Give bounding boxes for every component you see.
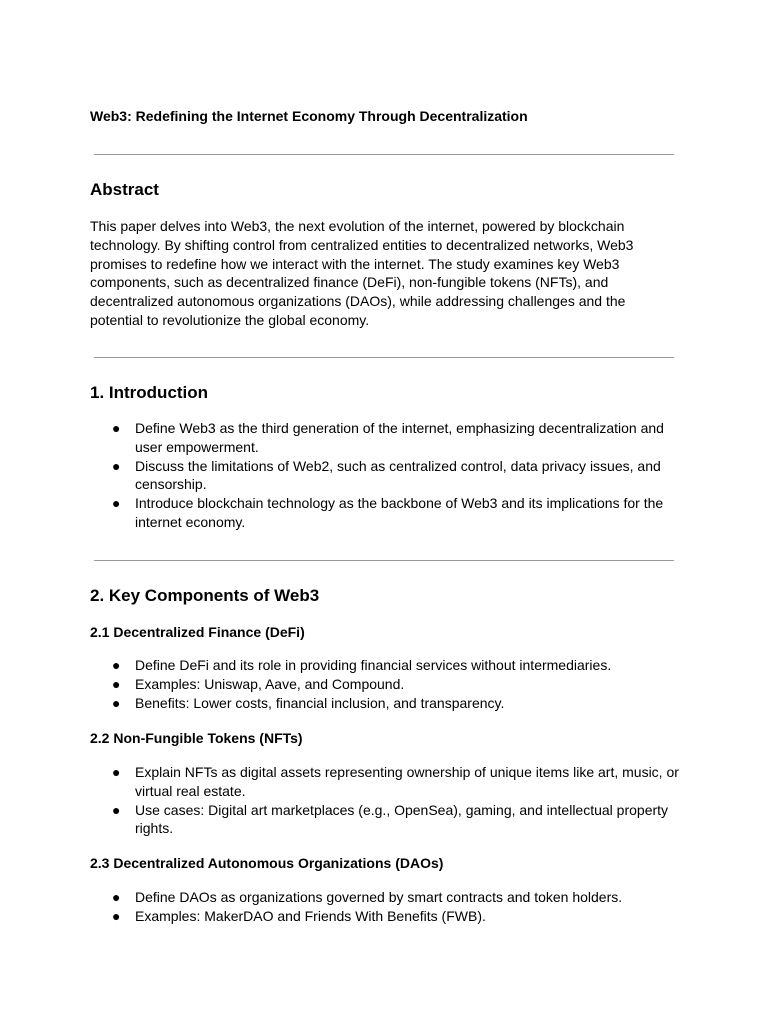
list-item xyxy=(90,457,680,495)
introduction-heading: 1. Introduction xyxy=(90,383,209,402)
list-item-text: Introduce blockchain technology as the backbone of Web3 and its implications for the internet economy. xyxy=(135,495,664,530)
bullet-icon: ● xyxy=(112,495,121,512)
dao-subheading: 2.3 Decentralized Autonomous Organizations (DAOs) xyxy=(90,855,444,871)
list-item-text: Examples: Uniswap, Aave, and Compound. xyxy=(135,675,405,692)
list-item-text: Define Web3 as the third generation of the internet, emphasizing decentralization and user empowerment. xyxy=(135,420,664,455)
nft-subheading: 2.2 Non-Fungible Tokens (NFTs) xyxy=(90,730,303,746)
list-item xyxy=(90,675,680,694)
abstract-text: This paper delves into Web3, the next evolution of the internet, powered by blockchain technology. By shifting control from centralized entities to decentralized networks, Web3 promises to redefine how we interact with the internet. The study examines key Web3 components, such as decentralized finance (DeFi), non-fungible tokens (NFTs), and decentralized autonomous organizations (DAOs), while addressing challenges and the potential to revolutionize the global economy. xyxy=(90,218,634,328)
list-item-text: Examples: MakerDAO and Friends With Benefits (FWB). xyxy=(135,907,486,924)
list-item-text: Benefits: Lower costs, financial inclusion, and transparency. xyxy=(135,694,505,711)
bullet-icon: ● xyxy=(112,675,121,692)
document-title: Web3: Redefining the Internet Economy Through Decentralization xyxy=(90,108,528,124)
bullet-icon: ● xyxy=(112,694,121,711)
bullet-icon: ● xyxy=(112,889,121,905)
list-item-text: Discuss the limitations of Web2, such as centralized control, data privacy issues, and censorship. xyxy=(135,457,661,493)
list-item-text: Use cases: Digital art marketplaces (e.g., OpenSea), gaming, and intellectual property rights. xyxy=(135,801,669,837)
defi-subheading: 2.1 Decentralized Finance (DeFi) xyxy=(90,624,305,640)
bullet-icon: ● xyxy=(112,801,121,818)
list-item-text: Define DeFi and its role in providing financial services without intermediaries. xyxy=(135,657,612,673)
bullet-icon: ● xyxy=(112,657,121,673)
list-item xyxy=(90,888,680,907)
list-item xyxy=(90,419,680,457)
list-item-text: Explain NFTs as digital assets representing ownership of unique items like art, music, or virtual real estate. xyxy=(135,764,679,799)
introduction-list xyxy=(90,419,680,532)
list-item xyxy=(90,763,680,801)
key-components-heading: 2. Key Components of Web3 xyxy=(90,586,320,605)
bullet-icon: ● xyxy=(112,764,121,780)
abstract-heading: Abstract xyxy=(90,180,159,199)
bullet-icon: ● xyxy=(112,457,121,474)
section-divider xyxy=(94,560,674,561)
list-item xyxy=(90,656,680,675)
section-divider xyxy=(94,154,674,155)
list-item xyxy=(90,907,680,926)
nft-list xyxy=(90,763,680,838)
section-divider xyxy=(94,357,674,358)
bullet-icon: ● xyxy=(112,420,121,436)
list-item xyxy=(90,494,680,532)
bullet-icon: ● xyxy=(112,907,121,924)
list-item xyxy=(90,694,680,713)
defi-list xyxy=(90,656,680,712)
list-item xyxy=(90,801,680,839)
dao-list xyxy=(90,888,680,926)
list-item-text: Define DAOs as organizations governed by smart contracts and token holders. xyxy=(135,889,623,905)
